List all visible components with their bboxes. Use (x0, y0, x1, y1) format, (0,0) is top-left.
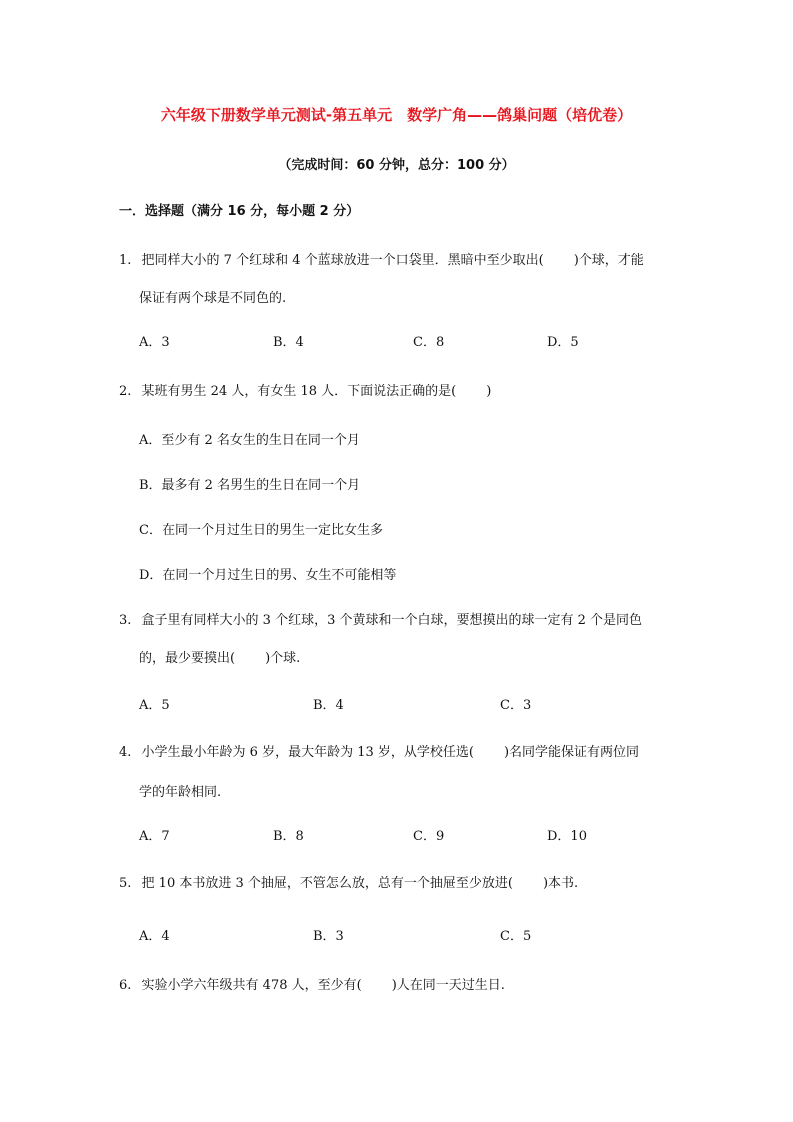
question-text: )个球. (265, 651, 301, 666)
option-c[interactable]: C．3 (500, 698, 532, 713)
option-b[interactable]: B．4 (313, 698, 344, 713)
question-number: 6. (119, 978, 132, 993)
question-line (119, 614, 642, 627)
question-text: 某班有男生 24 人，有女生 18 人．下面说法正确的是( (141, 384, 457, 399)
question-text: )本书. (542, 876, 579, 891)
option-d[interactable]: D．5 (547, 335, 579, 350)
page-title: 六年级下册数学单元测试-第五单元 数学广角——鸽巢问题（培优卷） (160, 106, 633, 124)
question-line (139, 652, 300, 665)
question-text: )名同学能保证有两位同 (503, 745, 640, 760)
question-text: 把 10 本书放进 3 个抽屉，不管怎么放，总有一个抽屉至少放进( (141, 876, 513, 891)
question-number: 5. (119, 876, 132, 891)
option-c[interactable]: C．在同一个月过生日的男生一定比女生多 (139, 523, 383, 538)
question-line (119, 746, 639, 759)
question-number: 3. (119, 613, 132, 628)
question-line (119, 979, 505, 992)
option-d[interactable]: D．在同一个月过生日的男、女生不可能相等 (139, 568, 397, 583)
option-b[interactable]: B．8 (273, 829, 304, 844)
option-a[interactable]: A．至少有 2 名女生的生日在同一个月 (139, 433, 360, 448)
option-a[interactable]: A．4 (139, 929, 170, 944)
question-text: )人在同一天过生日. (391, 978, 505, 993)
option-a[interactable]: A．3 (139, 335, 170, 350)
question-text: 盒子里有同样大小的 3 个红球，3 个黄球和一个白球，要想摸出的球一定有 2 个是同色 (141, 613, 643, 628)
section-heading: 一．选择题（满分 16 分，每小题 2 分） (119, 204, 360, 219)
question-line: 保证有两个球是不同色的. (139, 291, 287, 306)
question-line (119, 877, 578, 890)
option-b[interactable]: B．3 (313, 929, 344, 944)
option-c[interactable]: C．9 (413, 829, 445, 844)
question-number: 4. (119, 745, 132, 760)
option-b[interactable]: B．最多有 2 名男生的生日在同一个月 (139, 478, 361, 493)
question-line: 学的年龄相同. (139, 785, 222, 800)
option-d[interactable]: D．10 (547, 829, 587, 844)
question-number: 2. (119, 384, 132, 399)
option-b[interactable]: B．4 (273, 335, 304, 350)
question-text: 把同样大小的 7 个红球和 4 个蓝球放进一个口袋里．黑暗中至少取出( (141, 253, 544, 268)
option-a[interactable]: A．7 (139, 829, 170, 844)
option-a[interactable]: A．5 (139, 698, 170, 713)
question-number: 1. (119, 253, 132, 268)
question-line (119, 254, 644, 267)
question-text: 小学生最小年龄为 6 岁，最大年龄为 13 岁，从学校任选( (141, 745, 474, 760)
question-text: ) (486, 384, 492, 399)
question-text: 实验小学六年级共有 478 人，至少有( (141, 978, 362, 993)
option-c[interactable]: C．5 (500, 929, 532, 944)
question-text: )个球，才能 (573, 253, 644, 268)
exam-time-and-score: （完成时间：60 分钟，总分：100 分） (278, 158, 515, 173)
question-text: 的，最少要摸出( (139, 651, 236, 666)
option-c[interactable]: C．8 (413, 335, 445, 350)
question-line (119, 385, 491, 398)
